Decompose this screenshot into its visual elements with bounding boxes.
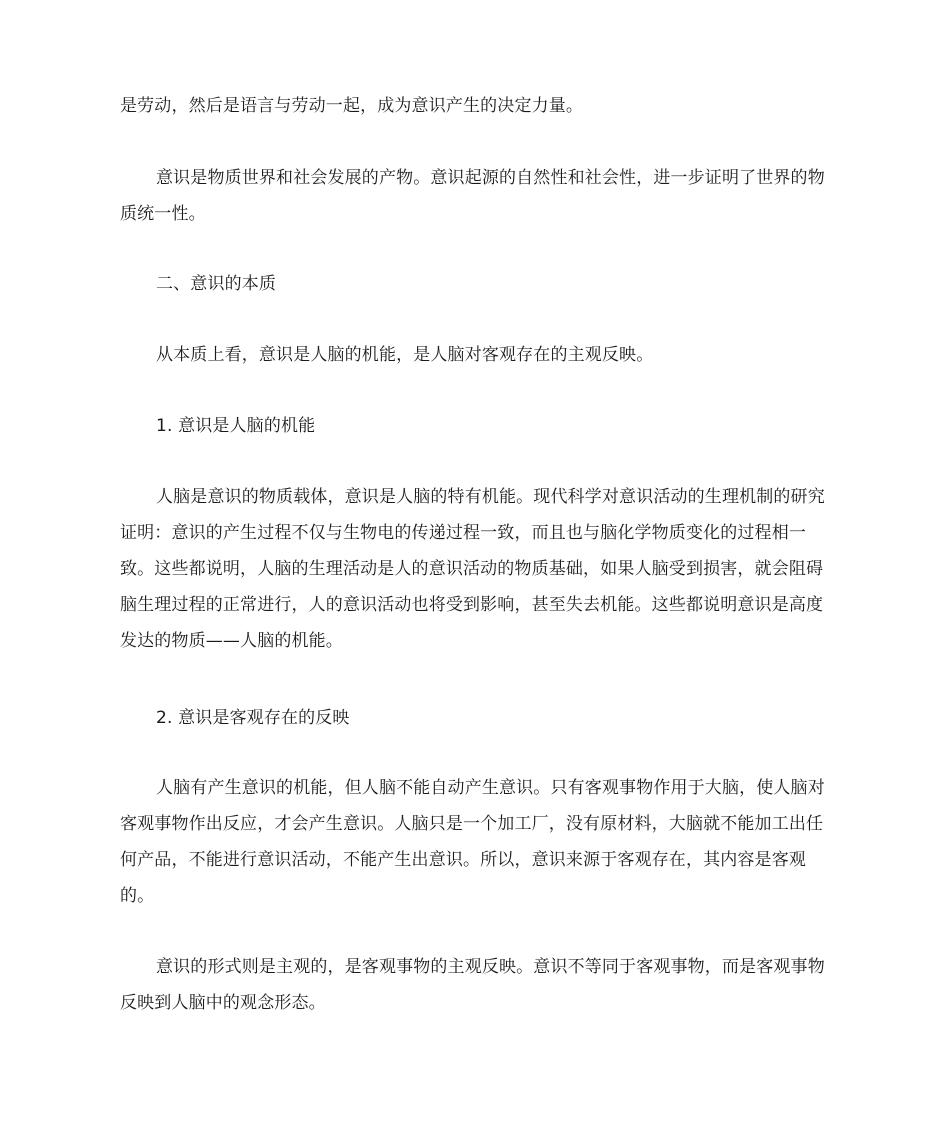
- paragraph-objective-reflection: 人脑有产生意识的机能，但人脑不能自动产生意识。只有客观事物作用于大脑，使人脑对客观事物作出反应，才会产生意识。人脑只是一个加工厂，没有原材料，大脑就不能加工出任何产品，不能进行意识活动，不能产生出意识。所以，意识来源于客观存在，其内容是客观的。: [120, 778, 825, 906]
- paragraph-subjective-form: 意识的形式则是主观的，是客观事物的主观反映。意识不等同于客观事物，而是客观事物反映到人脑中的观念形态。: [120, 957, 825, 1013]
- paragraph-continuation: 是劳动，然后是语言与劳动一起，成为意识产生的决定力量。: [120, 96, 584, 116]
- paragraph-brain-function: 人脑是意识的物质载体，意识是人脑的特有机能。现代科学对意识活动的生理机制的研究证明：意识的产生过程不仅与生物电的传递过程一致，而且也与脑化学物质变化的过程相一致。这些都说明，人脑的生理活动是人的意识活动的物质基础，如果人脑受到损害，就会阻碍脑生理过程的正常进行，人的意识活动也将受到影响，甚至失去机能。这些都说明意识是高度发达的物质——人脑的机能。: [120, 487, 825, 651]
- paragraph-consciousness-origin: 意识是物质世界和社会发展的产物。意识起源的自然性和社会性，进一步证明了世界的物质统一性。: [120, 168, 825, 224]
- subheading-brain-function: 1. 意识是人脑的机能: [156, 416, 316, 436]
- subheading-objective-reflection: 2. 意识是客观存在的反映: [156, 708, 350, 728]
- section-heading-essence: 二、意识的本质: [156, 274, 277, 294]
- paragraph-essence-summary: 从本质上看，意识是人脑的机能，是人脑对客观存在的主观反映。: [156, 345, 654, 365]
